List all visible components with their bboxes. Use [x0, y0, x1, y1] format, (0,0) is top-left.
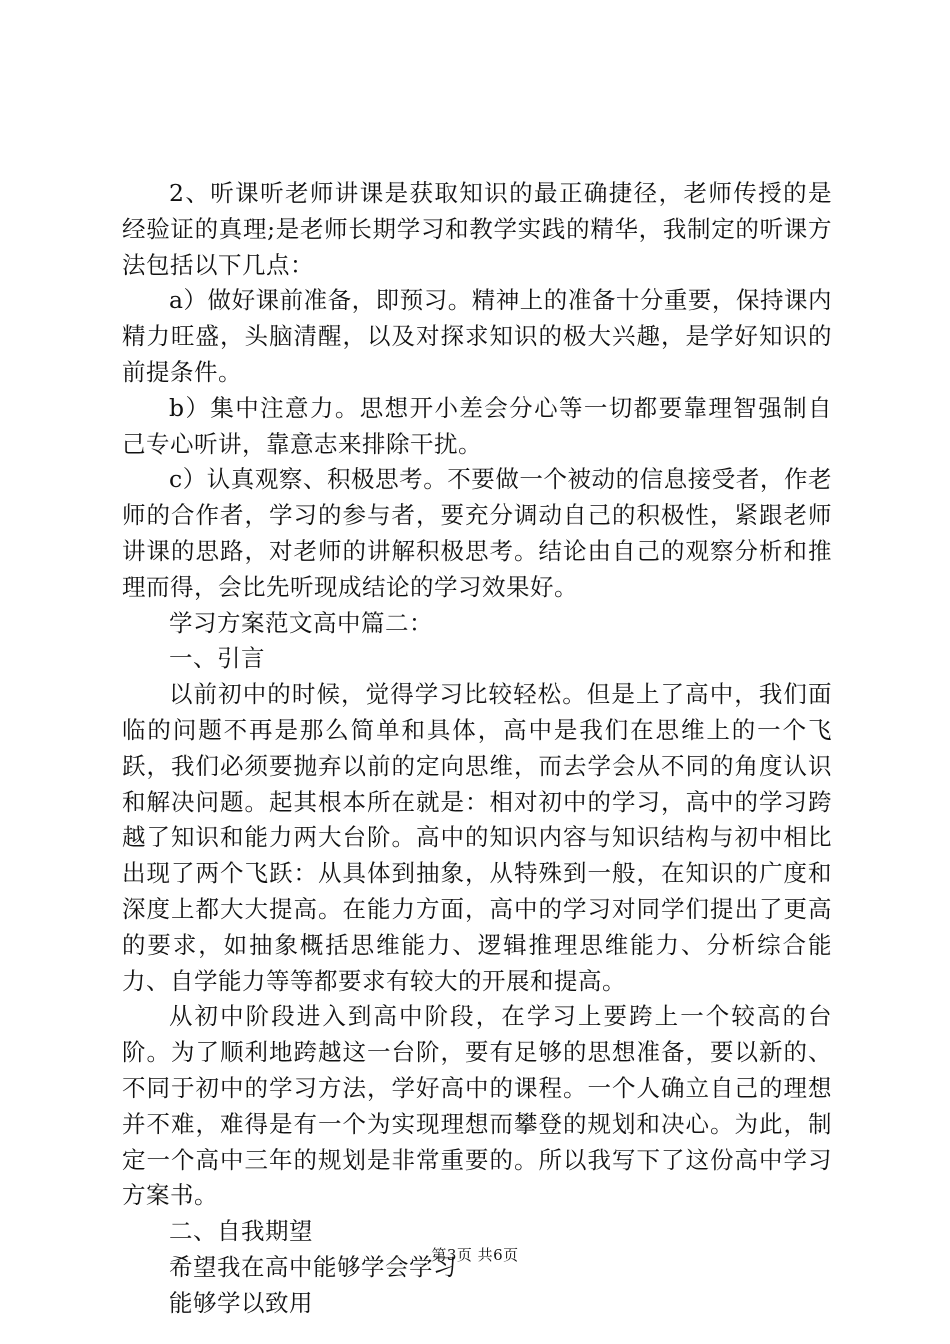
document-body: [122, 176, 832, 1322]
paragraph-item-b: b）集中注意力。思想开小差会分心等一切都要靠理智强制自己专心听讲，靠意志来排除干扰。: [122, 393, 832, 458]
paragraph-expectation-2: 能够学以致用: [169, 1288, 313, 1317]
paragraph-item-c: c）认真观察、积极思考。不要做一个被动的信息接受者，作老师的合作者，学习的参与者，要充分调动自己的积极性，紧跟老师讲课的思路，对老师的讲解积极思考。结论由自己的观察分析和推理而得，会比先听现成结论的学习效果好。: [122, 465, 832, 601]
paragraph-introduction: 以前初中的时候，觉得学习比较轻松。但是上了高中，我们面临的问题不再是那么简单和具体，高中是我们在思维上的一个飞跃，我们必须要抛弃以前的定向思维，而去学会从不同的角度认识和解决问题。起其根本所在就是：相对初中的学习，高中的学习跨越了知识和能力两大台阶。高中的知识内容与知识结构与初中相比出现了两个飞跃：从具体到抽象，从特殊到一般，在知识的广度和深度上都大大提高。在能力方面，高中的学习对同学们提出了更高的要求，如抽象概括思维能力、逻辑推理思维能力、分析综合能力、自学能力等等都要求有较大的开展和提高。: [122, 680, 832, 995]
section-heading-part-two: 学习方案范文高中篇二：: [169, 608, 433, 637]
paragraph-item-a: a）做好课前准备，即预习。精神上的准备十分重要，保持课内精力旺盛，头脑清醒，以及对探求知识的极大兴趣，是学好知识的前提条件。: [122, 286, 832, 386]
page-number-footer: 第3页 共6页: [431, 1246, 519, 1264]
paragraph-transition: 从初中阶段进入到高中阶段，在学习上要跨上一个较高的台阶。为了顺利地跨越这一台阶，要有足够的思想准备，要以新的、不同于初中的学习方法，学好高中的课程。一个人确立自己的理想并不难，难得是有一个为实现理想而攀登的规划和决心。为此，制定一个高中三年的规划是非常重要的。所以我写下了这份高中学习方案书。: [122, 1002, 832, 1210]
paragraph-expectation-1: 希望我在高中能够学会学习: [169, 1252, 457, 1281]
paragraph-listening-method: 2、听课听老师讲课是获取知识的最正确捷径，老师传授的是经验证的真理;是老师长期学习和教学实践的精华，我制定的听课方法包括以下几点：: [122, 179, 832, 279]
section-heading-introduction: 一、引言: [169, 644, 265, 673]
section-heading-self-expectation: 二、自我期望: [169, 1217, 313, 1246]
